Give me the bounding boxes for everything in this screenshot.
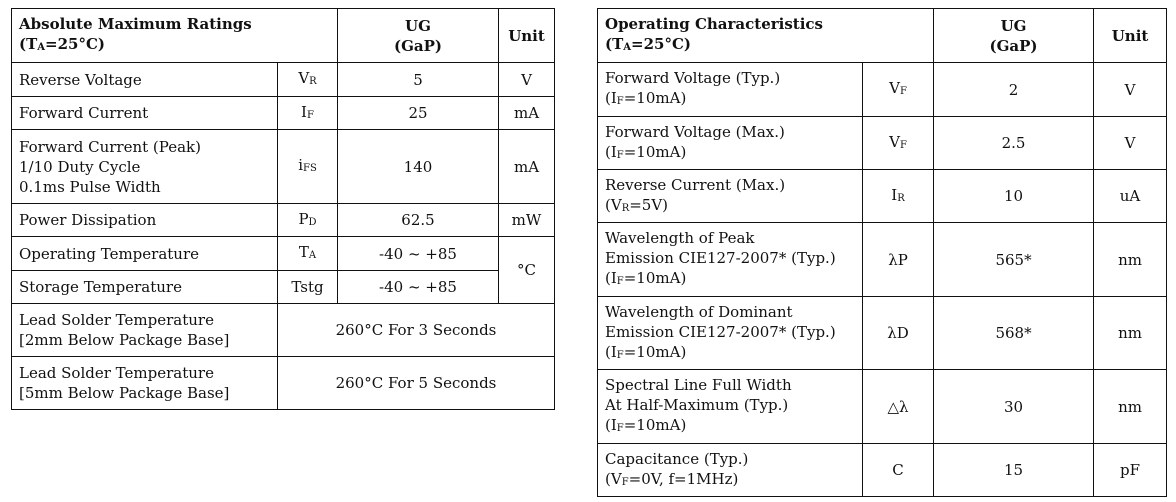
header-title-cell — [598, 9, 934, 63]
unit-cell: nm — [1094, 223, 1167, 297]
value-cell: 260°C For 3 Seconds — [278, 304, 555, 357]
table-header-row — [12, 9, 555, 63]
symbol-cell: λP — [863, 223, 934, 297]
table-row — [598, 370, 1167, 444]
param-cell: Forward Voltage (Max.) (IF=10mA) — [598, 117, 863, 170]
symbol-cell: TA — [278, 237, 338, 271]
param-cell: Lead Solder Temperature [5mm Below Package Base] — [12, 357, 278, 410]
table-row — [12, 271, 555, 304]
header-title: Absolute Maximum Ratings — [19, 15, 252, 33]
symbol-cell: △λ — [863, 370, 934, 444]
param-cell: Capacitance (Typ.) (VF=0V, f=1MHz) — [598, 444, 863, 497]
value-cell: 2.5 — [934, 117, 1094, 170]
unit-cell: mA — [499, 130, 555, 204]
unit-cell: V — [1094, 63, 1167, 117]
param-cell: Reverse Current (Max.) (VR=5V) — [598, 170, 863, 223]
value-cell: 568* — [934, 297, 1094, 370]
table-row — [12, 97, 555, 130]
param-cell: Reverse Voltage — [12, 63, 278, 97]
symbol-cell: VF — [863, 63, 934, 117]
unit-cell: V — [499, 63, 555, 97]
header-ug-cell: UG (GaP) — [338, 9, 499, 63]
param-cell: Forward Voltage (Typ.) (IF=10mA) — [598, 63, 863, 117]
table-row — [12, 237, 555, 271]
unit-cell: V — [1094, 117, 1167, 170]
unit-cell: °C — [499, 237, 555, 304]
table-header-row — [598, 9, 1167, 63]
param-cell: Operating Temperature — [12, 237, 278, 271]
value-cell: 10 — [934, 170, 1094, 223]
header-condition: (TA=25°C) — [605, 35, 692, 53]
unit-cell: uA — [1094, 170, 1167, 223]
header-condition: (TA=25°C) — [19, 35, 106, 53]
param-cell: Lead Solder Temperature [2mm Below Package Base] — [12, 304, 278, 357]
value-cell: 2 — [934, 63, 1094, 117]
value-cell: 260°C For 5 Seconds — [278, 357, 555, 410]
symbol-cell: VR — [278, 63, 338, 97]
unit-cell: nm — [1094, 370, 1167, 444]
header-ug-cell: UG (GaP) — [934, 9, 1094, 63]
symbol-cell: λD — [863, 297, 934, 370]
header-title-cell — [12, 9, 338, 63]
param-cell: Wavelength of Dominant Emission CIE127-2007* (Typ.) (IF=10mA) — [598, 297, 863, 370]
operating-characteristics-table — [597, 8, 1167, 497]
table-row — [598, 117, 1167, 170]
symbol-cell: PD — [278, 204, 338, 237]
param-cell: Forward Current (Peak) 1/10 Duty Cycle 0.1ms Pulse Width — [12, 130, 278, 204]
absolute-maximum-ratings-table — [11, 8, 555, 410]
symbol-cell: Tstg — [278, 271, 338, 304]
table-row — [598, 223, 1167, 297]
param-cell: Storage Temperature — [12, 271, 278, 304]
value-cell: 15 — [934, 444, 1094, 497]
table-row — [12, 304, 555, 357]
table-row — [12, 357, 555, 410]
value-cell: 25 — [338, 97, 499, 130]
unit-cell: mA — [499, 97, 555, 130]
header-unit-cell: Unit — [499, 9, 555, 63]
symbol-cell: VF — [863, 117, 934, 170]
value-cell: 62.5 — [338, 204, 499, 237]
symbol-cell: C — [863, 444, 934, 497]
table-row — [598, 170, 1167, 223]
value-cell: 30 — [934, 370, 1094, 444]
table-row — [598, 63, 1167, 117]
symbol-cell: IR — [863, 170, 934, 223]
header-title: Operating Characteristics — [605, 15, 824, 33]
value-cell: 565* — [934, 223, 1094, 297]
symbol-cell: IF — [278, 97, 338, 130]
value-cell: 140 — [338, 130, 499, 204]
param-cell: Wavelength of Peak Emission CIE127-2007* (Typ.) (IF=10mA) — [598, 223, 863, 297]
value-cell: -40 ~ +85 — [338, 237, 499, 271]
unit-cell: mW — [499, 204, 555, 237]
param-cell: Power Dissipation — [12, 204, 278, 237]
param-cell: Forward Current — [12, 97, 278, 130]
value-cell: 5 — [338, 63, 499, 97]
unit-cell: pF — [1094, 444, 1167, 497]
table-row — [598, 444, 1167, 497]
header-unit-cell: Unit — [1094, 9, 1167, 63]
value-cell: -40 ~ +85 — [338, 271, 499, 304]
unit-cell: nm — [1094, 297, 1167, 370]
table-row — [598, 297, 1167, 370]
table-row — [12, 63, 555, 97]
table-row — [12, 130, 555, 204]
param-cell: Spectral Line Full Width At Half-Maximum (Typ.) (IF=10mA) — [598, 370, 863, 444]
table-row — [12, 204, 555, 237]
symbol-cell: iFS — [278, 130, 338, 204]
